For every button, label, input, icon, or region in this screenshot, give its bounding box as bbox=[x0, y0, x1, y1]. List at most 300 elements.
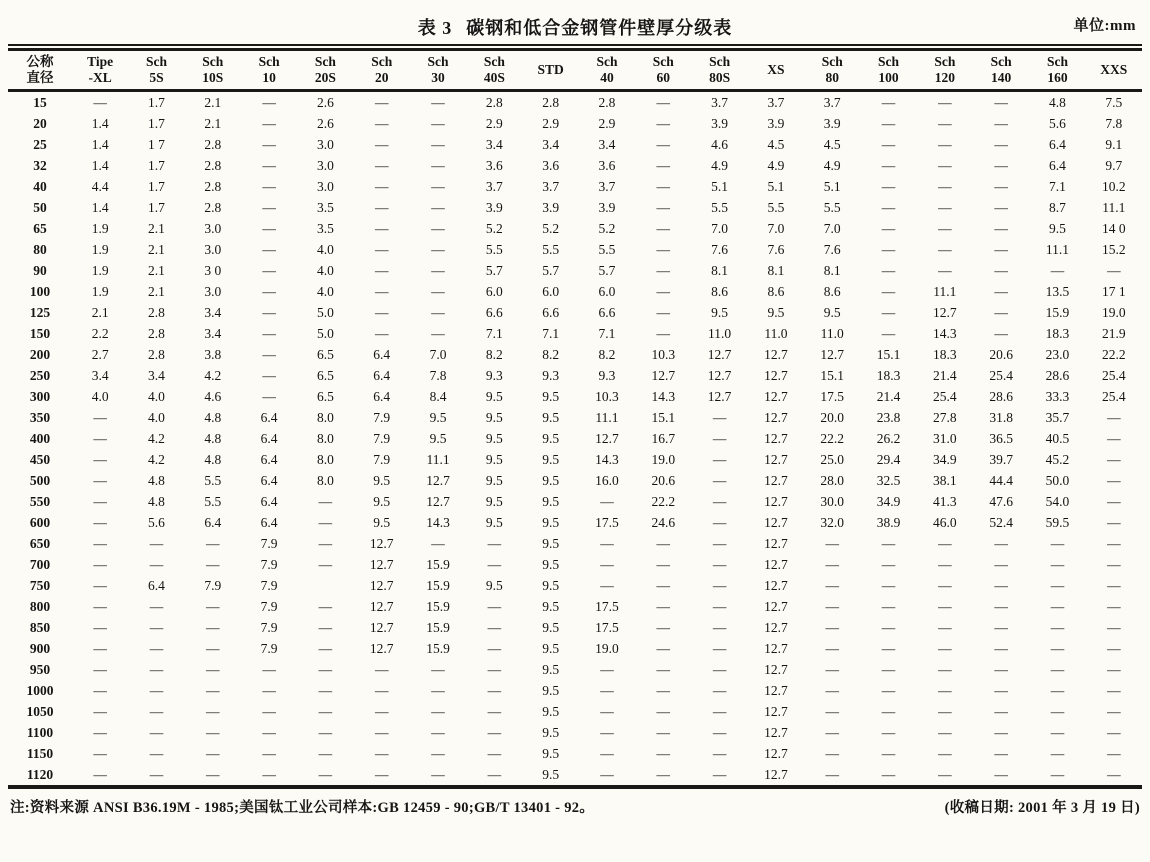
column-header-line2: 20S bbox=[314, 69, 336, 85]
cell: 1.9 bbox=[91, 221, 109, 237]
cell: 7.6 bbox=[711, 242, 729, 258]
table-row bbox=[8, 260, 1142, 281]
cell: 9.5 bbox=[823, 305, 841, 321]
column-header bbox=[635, 51, 691, 91]
cell: 9.5 bbox=[542, 431, 560, 447]
cell: 4.2 bbox=[148, 452, 165, 468]
cell: 10.3 bbox=[651, 347, 676, 363]
cell: 9.5 bbox=[542, 536, 560, 552]
cell: 9.5 bbox=[542, 557, 560, 573]
cell: 7.5 bbox=[1105, 95, 1123, 111]
cell: 9.5 bbox=[429, 431, 447, 447]
title-bar bbox=[8, 6, 1142, 44]
nominal-diameter-cell: 1120 bbox=[26, 767, 54, 783]
cell: — bbox=[1050, 767, 1065, 783]
nominal-diameter-cell: 20 bbox=[33, 116, 47, 132]
cell: — bbox=[881, 578, 896, 594]
cell: 9.5 bbox=[542, 704, 560, 720]
cell: 1.7 bbox=[148, 95, 165, 111]
cell: — bbox=[825, 578, 839, 594]
cell: — bbox=[1107, 515, 1121, 531]
cell: 12.7 bbox=[764, 662, 788, 678]
cell: — bbox=[1050, 599, 1065, 615]
cell: 15.1 bbox=[820, 368, 845, 384]
cell: 2.1 bbox=[204, 95, 222, 111]
table-row bbox=[8, 323, 1142, 344]
cell: 9.7 bbox=[1105, 158, 1123, 174]
cell: — bbox=[262, 200, 276, 216]
cell: 4.6 bbox=[711, 137, 729, 153]
cell: — bbox=[881, 620, 896, 636]
cell: 15.1 bbox=[876, 347, 901, 363]
nominal-diameter-cell: 250 bbox=[29, 368, 51, 384]
cell: — bbox=[994, 326, 1008, 342]
column-header-line1: Sch bbox=[258, 54, 280, 69]
cell: 5.5 bbox=[767, 200, 785, 216]
cell: 3.4 bbox=[148, 368, 165, 384]
cell: 5.7 bbox=[542, 263, 560, 279]
cell: — bbox=[994, 746, 1008, 762]
cell: 34.9 bbox=[876, 494, 901, 510]
cell: — bbox=[374, 284, 389, 300]
cell: — bbox=[1050, 725, 1065, 741]
cell: — bbox=[1050, 641, 1065, 657]
cell: 3.7 bbox=[542, 179, 560, 195]
nominal-diameter-cell: 400 bbox=[29, 431, 51, 447]
cell: 5.6 bbox=[148, 515, 165, 531]
cell: — bbox=[206, 767, 220, 783]
cell: — bbox=[656, 263, 671, 279]
cell: 12.7 bbox=[764, 578, 788, 594]
cell: 19.0 bbox=[1102, 305, 1126, 321]
cell: 9.5 bbox=[542, 599, 560, 615]
cell: 14.3 bbox=[426, 515, 450, 531]
cell: — bbox=[938, 116, 952, 132]
column-header bbox=[410, 51, 466, 91]
cell: — bbox=[994, 116, 1008, 132]
cell: — bbox=[374, 179, 389, 195]
cell: 12.7 bbox=[764, 683, 788, 699]
cell: — bbox=[262, 305, 276, 321]
column-header-line2: 10S bbox=[202, 69, 224, 85]
cell: — bbox=[262, 767, 276, 783]
cell: 3.0 bbox=[204, 242, 222, 258]
cell: — bbox=[93, 536, 107, 552]
cell: — bbox=[93, 473, 107, 489]
table-row bbox=[8, 512, 1142, 533]
cell: 5.2 bbox=[598, 221, 616, 237]
nominal-diameter-cell: 950 bbox=[29, 662, 51, 678]
column-header-line2: 20 bbox=[374, 69, 389, 85]
cell: 6.4 bbox=[260, 494, 278, 510]
nominal-diameter-cell: 700 bbox=[29, 557, 51, 573]
cell: — bbox=[656, 767, 671, 783]
cell: — bbox=[994, 725, 1008, 741]
cell: 2.1 bbox=[91, 305, 109, 321]
cell: 11.1 bbox=[1102, 200, 1126, 216]
cell: — bbox=[374, 137, 389, 153]
cell: 9.5 bbox=[542, 641, 560, 657]
cell: 6.0 bbox=[598, 284, 616, 300]
cell: 7.9 bbox=[373, 431, 391, 447]
cell: 1.4 bbox=[91, 158, 109, 174]
column-header-line2: 10 bbox=[262, 69, 276, 85]
nominal-diameter-cell: 100 bbox=[29, 284, 51, 300]
cell: 3.4 bbox=[542, 137, 560, 153]
cell: — bbox=[431, 221, 445, 237]
column-header bbox=[185, 51, 241, 91]
cell: — bbox=[262, 704, 276, 720]
cell: 9.5 bbox=[429, 410, 447, 426]
cell: 7.9 bbox=[204, 578, 222, 594]
nominal-diameter-cell: 40 bbox=[33, 179, 47, 195]
cell: 9.3 bbox=[485, 368, 503, 384]
column-header-line1: Sch bbox=[427, 54, 449, 69]
cell: 32.0 bbox=[820, 515, 845, 531]
cell: — bbox=[1050, 578, 1065, 594]
cell: 7.8 bbox=[1105, 116, 1123, 132]
cell: — bbox=[149, 725, 164, 741]
nominal-diameter-cell: 90 bbox=[33, 263, 47, 279]
cell: 12.7 bbox=[369, 599, 394, 615]
cell: 4.0 bbox=[91, 389, 109, 405]
cell: — bbox=[1050, 746, 1065, 762]
cell: — bbox=[149, 599, 164, 615]
cell: 1.7 bbox=[148, 179, 165, 195]
cell: 9.5 bbox=[485, 494, 503, 510]
cell: 25.4 bbox=[1102, 368, 1126, 384]
cell: 2.6 bbox=[316, 116, 334, 132]
cell: — bbox=[487, 683, 502, 699]
cell: — bbox=[431, 662, 445, 678]
cell: 31.0 bbox=[933, 431, 957, 447]
cell: 14.3 bbox=[651, 389, 676, 405]
cell: 5.5 bbox=[204, 473, 222, 489]
cell: — bbox=[881, 536, 896, 552]
cell: 2.8 bbox=[204, 137, 222, 153]
cell: 12.7 bbox=[764, 368, 788, 384]
cell: — bbox=[262, 662, 276, 678]
cell: 6.4 bbox=[373, 368, 391, 384]
cell: — bbox=[374, 221, 389, 237]
cell: 34.9 bbox=[933, 452, 957, 468]
cell: — bbox=[149, 683, 164, 699]
column-header bbox=[354, 51, 410, 91]
cell: — bbox=[938, 725, 952, 741]
cell: 9.5 bbox=[542, 494, 560, 510]
cell: — bbox=[881, 95, 896, 111]
cell: — bbox=[149, 620, 164, 636]
cell: — bbox=[262, 221, 276, 237]
cell: 50.0 bbox=[1045, 473, 1070, 489]
cell: — bbox=[1107, 767, 1121, 783]
cell: 18.3 bbox=[1045, 326, 1070, 342]
cell: — bbox=[600, 725, 614, 741]
cell: — bbox=[431, 242, 445, 258]
cell: — bbox=[600, 557, 614, 573]
cell: — bbox=[656, 599, 671, 615]
cell: 3.9 bbox=[542, 200, 560, 216]
cell: — bbox=[431, 137, 445, 153]
cell: 11.1 bbox=[426, 452, 450, 468]
cell: — bbox=[881, 305, 896, 321]
cell: — bbox=[487, 704, 502, 720]
cell: — bbox=[374, 767, 389, 783]
cell: — bbox=[318, 683, 333, 699]
cell: — bbox=[206, 641, 220, 657]
cell: — bbox=[825, 641, 839, 657]
cell: 7.0 bbox=[767, 221, 785, 237]
cell: — bbox=[825, 683, 839, 699]
cell: 3.7 bbox=[767, 95, 785, 111]
table-row bbox=[8, 281, 1142, 302]
table-number-label: 表 3 bbox=[417, 18, 453, 38]
cell: — bbox=[1107, 431, 1121, 447]
column-header-line1: Sch bbox=[314, 54, 336, 69]
cell: 17.5 bbox=[820, 389, 845, 405]
cell: 9.3 bbox=[542, 368, 560, 384]
cell: 12.7 bbox=[764, 515, 788, 531]
cell: 7.9 bbox=[260, 578, 278, 594]
cell: — bbox=[712, 767, 727, 783]
cell: 5.2 bbox=[485, 221, 503, 237]
cell: 23.8 bbox=[876, 410, 901, 426]
cell: 9.5 bbox=[542, 683, 560, 699]
cell: 5.7 bbox=[598, 263, 616, 279]
cell: 19.0 bbox=[651, 452, 676, 468]
cell: 9.5 bbox=[485, 431, 503, 447]
table-row bbox=[8, 617, 1142, 638]
cell: 12.7 bbox=[369, 578, 394, 594]
cell: — bbox=[1050, 704, 1065, 720]
cell: 26.2 bbox=[876, 431, 901, 447]
cell: — bbox=[262, 368, 276, 384]
cell: — bbox=[938, 767, 952, 783]
cell: — bbox=[656, 746, 671, 762]
cell: — bbox=[431, 95, 445, 111]
cell: 4.4 bbox=[91, 179, 109, 195]
cell: — bbox=[656, 683, 671, 699]
cell: — bbox=[994, 305, 1008, 321]
cell: — bbox=[318, 515, 333, 531]
cell: — bbox=[1107, 473, 1121, 489]
cell: — bbox=[374, 662, 389, 678]
cell: — bbox=[431, 704, 445, 720]
column-header bbox=[241, 51, 297, 91]
cell: 12.7 bbox=[764, 473, 788, 489]
nominal-diameter-cell: 1050 bbox=[26, 704, 54, 720]
table-row bbox=[8, 722, 1142, 743]
cell: 22.2 bbox=[651, 494, 676, 510]
cell: 1 7 bbox=[148, 137, 165, 153]
cell: — bbox=[431, 536, 445, 552]
cell: — bbox=[487, 767, 502, 783]
column-header bbox=[1086, 51, 1142, 91]
table-row bbox=[8, 554, 1142, 575]
table-row bbox=[8, 176, 1142, 197]
column-header bbox=[579, 51, 635, 91]
cell: — bbox=[1107, 410, 1121, 426]
column-header-line2: 140 bbox=[991, 69, 1012, 85]
cell: 10.3 bbox=[595, 389, 619, 405]
cell: 4.5 bbox=[767, 137, 785, 153]
nominal-diameter-cell: 80 bbox=[33, 242, 47, 258]
cell: 12.7 bbox=[764, 431, 788, 447]
cell: — bbox=[881, 326, 896, 342]
cell: 1.7 bbox=[148, 158, 165, 174]
cell: — bbox=[656, 116, 671, 132]
table-row bbox=[8, 638, 1142, 659]
cell: — bbox=[487, 557, 502, 573]
nominal-diameter-cell: 150 bbox=[29, 326, 51, 342]
cell: 3.7 bbox=[598, 179, 616, 195]
cell: 7.1 bbox=[485, 326, 503, 342]
table-row bbox=[8, 386, 1142, 407]
cell: 9.5 bbox=[485, 389, 503, 405]
cell: 3.0 bbox=[316, 158, 334, 174]
cell: — bbox=[487, 662, 502, 678]
cell: 33.3 bbox=[1045, 389, 1070, 405]
cell: 13.5 bbox=[1045, 284, 1070, 300]
cell: — bbox=[262, 284, 276, 300]
cell: 12.7 bbox=[369, 557, 394, 573]
cell: — bbox=[712, 536, 727, 552]
cell: 7.6 bbox=[823, 242, 841, 258]
cell: — bbox=[262, 326, 276, 342]
cell: 11.0 bbox=[764, 326, 788, 342]
column-header-line1: Sch bbox=[821, 54, 843, 69]
cell: — bbox=[994, 263, 1008, 279]
cell: 6.4 bbox=[260, 410, 278, 426]
cell: 3.7 bbox=[485, 179, 503, 195]
cell: 8.0 bbox=[316, 473, 334, 489]
cell: — bbox=[93, 725, 107, 741]
column-header-line1: XXS bbox=[1100, 61, 1128, 77]
cell: — bbox=[994, 683, 1008, 699]
cell: 8.4 bbox=[429, 389, 447, 405]
cell: 8.1 bbox=[711, 263, 729, 279]
cell: — bbox=[600, 683, 614, 699]
column-header bbox=[466, 51, 522, 91]
cell: 15.9 bbox=[426, 620, 450, 636]
cell: 9.5 bbox=[1049, 221, 1066, 237]
cell: — bbox=[1107, 725, 1121, 741]
cell: — bbox=[487, 536, 502, 552]
cell: 9.5 bbox=[485, 515, 503, 531]
cell: 17 1 bbox=[1102, 284, 1126, 300]
cell: 11.1 bbox=[933, 284, 957, 300]
cell: — bbox=[1107, 452, 1121, 468]
cell: — bbox=[994, 200, 1008, 216]
cell: — bbox=[1107, 494, 1121, 510]
cell: 12.7 bbox=[764, 767, 788, 783]
cell: — bbox=[374, 242, 389, 258]
cell: — bbox=[825, 704, 839, 720]
nominal-diameter-cell: 65 bbox=[33, 221, 47, 237]
nominal-diameter-cell: 550 bbox=[29, 494, 51, 510]
cell: — bbox=[881, 242, 896, 258]
cell: — bbox=[149, 767, 164, 783]
cell: — bbox=[881, 557, 896, 573]
cell: 9.5 bbox=[542, 473, 560, 489]
cell: — bbox=[262, 683, 276, 699]
cell: — bbox=[93, 452, 107, 468]
cell: — bbox=[487, 599, 502, 615]
cell: — bbox=[1050, 263, 1065, 279]
cell: 7.9 bbox=[260, 536, 278, 552]
cell: 8.0 bbox=[316, 452, 334, 468]
cell: 2.6 bbox=[316, 95, 334, 111]
cell: — bbox=[994, 242, 1008, 258]
column-header bbox=[8, 51, 72, 91]
cell: — bbox=[656, 578, 671, 594]
cell: — bbox=[318, 746, 333, 762]
table-row bbox=[8, 596, 1142, 617]
cell: 9.5 bbox=[542, 578, 560, 594]
cell: 2.9 bbox=[598, 116, 616, 132]
cell: — bbox=[938, 536, 952, 552]
cell: 4.8 bbox=[204, 452, 222, 468]
table-row bbox=[8, 701, 1142, 722]
cell: — bbox=[881, 263, 896, 279]
cell: — bbox=[431, 326, 445, 342]
nominal-diameter-cell: 125 bbox=[29, 305, 51, 321]
cell: — bbox=[262, 347, 276, 363]
cell: 4.0 bbox=[148, 410, 165, 426]
cell: 28.0 bbox=[820, 473, 845, 489]
cell: — bbox=[1107, 536, 1121, 552]
cell: 12.7 bbox=[764, 557, 788, 573]
cell: — bbox=[374, 326, 389, 342]
cell: 7.9 bbox=[373, 452, 391, 468]
cell: — bbox=[712, 641, 727, 657]
cell: 15.9 bbox=[426, 557, 450, 573]
cell: — bbox=[600, 704, 614, 720]
cell: — bbox=[881, 179, 896, 195]
footnote bbox=[8, 789, 1142, 817]
cell: — bbox=[431, 683, 445, 699]
cell: 11.0 bbox=[708, 326, 732, 342]
cell: — bbox=[712, 725, 727, 741]
cell: — bbox=[825, 725, 839, 741]
cell: 9.5 bbox=[542, 389, 560, 405]
cell: 6.4 bbox=[204, 515, 222, 531]
cell: 2.1 bbox=[148, 242, 165, 258]
cell: 11.1 bbox=[595, 410, 619, 426]
cell: 22.2 bbox=[820, 431, 845, 447]
column-header bbox=[523, 51, 579, 91]
column-header-line1: Sch bbox=[934, 54, 956, 69]
cell: 17.5 bbox=[595, 599, 619, 615]
cell: 3.0 bbox=[316, 179, 334, 195]
cell: 4.6 bbox=[204, 389, 222, 405]
cell: 9.1 bbox=[1105, 137, 1123, 153]
cell: — bbox=[656, 221, 671, 237]
cell: 16.7 bbox=[651, 431, 676, 447]
nominal-diameter-cell: 500 bbox=[29, 473, 51, 489]
cell: — bbox=[994, 95, 1008, 111]
cell: 4.0 bbox=[316, 242, 334, 258]
cell: 8.2 bbox=[485, 347, 503, 363]
cell: — bbox=[994, 536, 1008, 552]
cell: — bbox=[1050, 557, 1065, 573]
cell: 1.9 bbox=[91, 242, 109, 258]
cell: — bbox=[1107, 620, 1121, 636]
cell: — bbox=[994, 767, 1008, 783]
cell: 2.9 bbox=[485, 116, 503, 132]
nominal-diameter-cell: 900 bbox=[29, 641, 51, 657]
cell: — bbox=[656, 305, 671, 321]
